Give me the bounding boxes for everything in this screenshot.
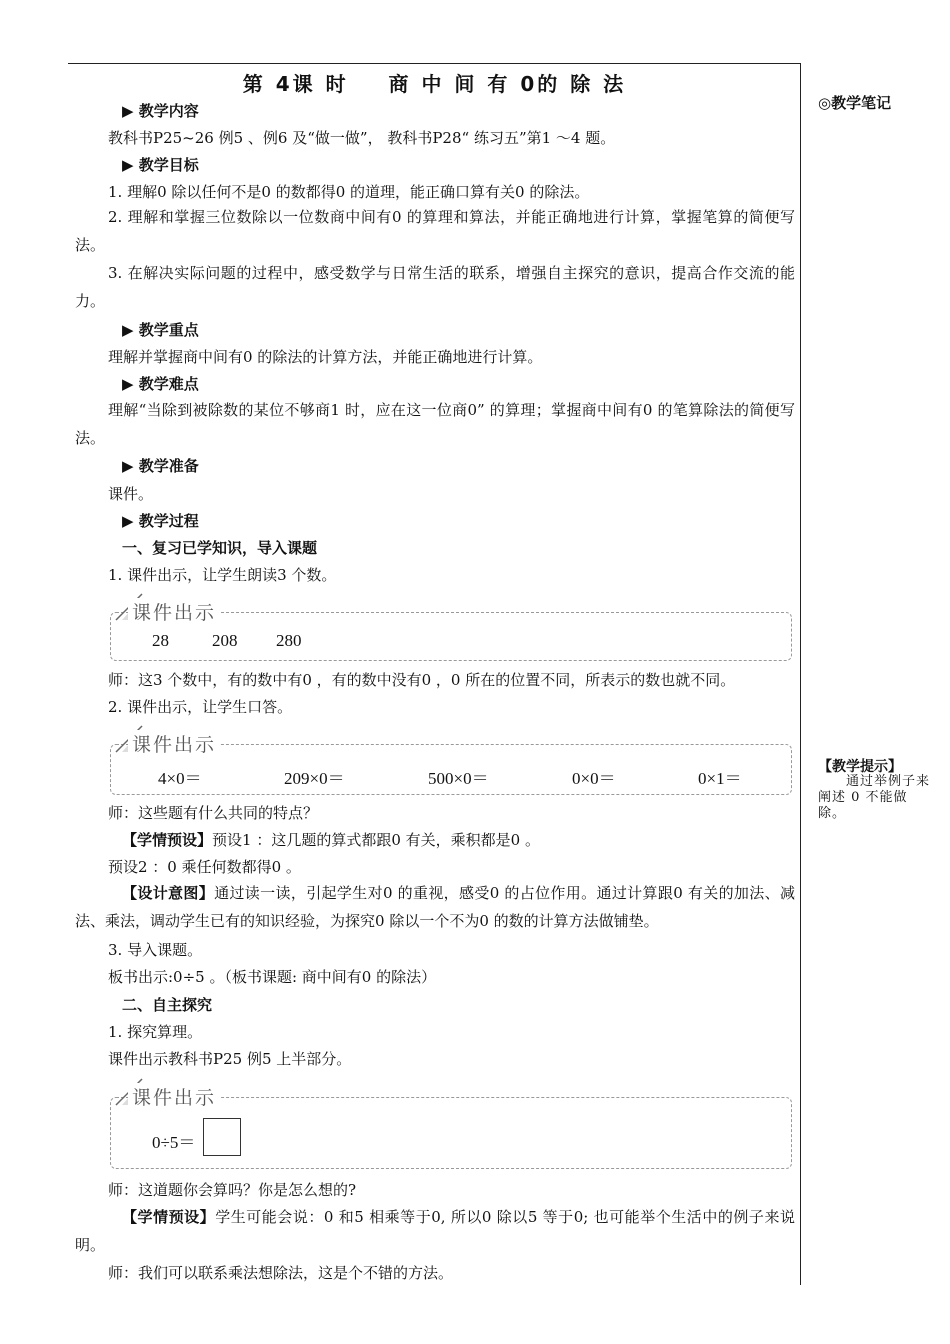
tip-body: 通过举例子来阐述 0 不能做除。	[818, 774, 931, 821]
difficulty-heading: ▶ 教学难点	[122, 375, 199, 393]
expression-5: 0×1＝	[698, 769, 742, 788]
slide-label-1: 课件出示	[128, 598, 220, 625]
preset-1-text: 预设1 ：这几题的算式都跟0 有关，乘积都是0 。	[212, 831, 540, 849]
design-intent	[75, 879, 795, 935]
preset-3	[75, 1203, 795, 1259]
slide-label-2: 课件出示	[128, 730, 220, 757]
process-heading: ▶ 教学过程	[122, 512, 199, 530]
step-2: 2. 课件出示，让学生口答。	[108, 698, 293, 716]
explore-show: 课件出示教科书P25 例5 上半部分。	[108, 1050, 352, 1068]
teacher-remark-3: 师：这道题你会算吗？你是怎么想的?	[108, 1181, 357, 1199]
answer-box	[203, 1118, 241, 1156]
board-text: 板书出示:0÷5 。（板书课题: 商中间有0 的除法）	[108, 968, 437, 986]
teacher-remark-1: 师：这3 个数中，有的数中有0 ，有的数中没有0 ，0 所在的位置不同，所表示的数也就不同。	[108, 671, 736, 689]
number-28: 28	[152, 631, 169, 650]
part1-heading: 一、复习已学知识，导入课题	[122, 539, 318, 557]
goals-heading: ▶ 教学目标	[122, 156, 199, 174]
goal-2: 2. 理解和掌握三位数除以一位数商中间有0 的算理和算法，并能正确地进行计算，掌握笔算的简便写法。	[75, 208, 795, 254]
goal-1: 1. 理解0 除以任何不是0 的数都得0 的道理，能正确口算有关0 的除法。	[108, 183, 590, 201]
preset-label: 【学情预设】	[122, 831, 213, 849]
content-heading: ▶ 教学内容	[122, 102, 199, 120]
part2-heading: 二、自主探究	[122, 996, 213, 1014]
margin-rule	[800, 63, 801, 1285]
number-208: 208	[212, 631, 238, 650]
step-3: 3. 导入课题。	[108, 941, 203, 959]
key-heading: ▶ 教学重点	[122, 321, 199, 339]
expression-2: 209×0＝	[284, 769, 345, 788]
design-text: 通过读一读，引起学生对0 的重视，感受0 的占位作用。通过计算跟0 有关的加法、减法、乘法，调动学生已有的知识经验，为探究0 除以一个不为0 的数的计算方法做铺垫。	[75, 884, 795, 930]
preset-2: 预设2 ：0 乘任何数都得0 。	[108, 858, 301, 876]
expression-3: 500×0＝	[428, 769, 489, 788]
design-label: 【设计意图】	[122, 884, 215, 902]
page-title: 第 4课 时 商 中 间 有 0的 除 法	[242, 72, 627, 96]
preset3-text: 学生可能会说：0 和5 相乘等于0, 所以0 除以5 等于0; 也可能举个生活中的例子来说明。	[75, 1208, 795, 1254]
expression-4: 0×0＝	[572, 769, 616, 788]
prep-text: 课件。	[108, 485, 154, 503]
expression-1: 4×0＝	[158, 769, 202, 788]
explore-1: 1. 探究算理。	[108, 1023, 203, 1041]
top-rule	[68, 63, 801, 64]
content-text: 教科书P25~26 例5 、例6 及“做一做”， 教科书P28“ 练习五”第1 ～4 题。	[108, 129, 616, 147]
notes-heading: ◎教学笔记	[818, 94, 892, 112]
goal-3: 3. 在解决实际问题的过程中，感受数学与日常生活的联系，增强自主探究的意识，提高合作交流的能力。	[75, 264, 795, 310]
teacher-remark-4: 师：我们可以联系乘法想除法，这是个不错的方法。	[108, 1264, 454, 1282]
difficulty-text: 理解“当除到被除数的某位不够商1 时，应在这一位商0” 的算理；掌握商中间有0 的笔算除法的简便写法。	[75, 401, 795, 447]
number-280: 280	[276, 631, 302, 650]
step-1: 1. 课件出示，让学生朗读3 个数。	[108, 566, 337, 584]
division-expression: 0÷5＝	[152, 1133, 196, 1152]
tip-title: 【教学提示】	[818, 759, 902, 775]
teacher-remark-2: 师：这些题有什么共同的特点？	[108, 804, 319, 822]
slide-label-3: 课件出示	[128, 1083, 220, 1110]
preset-1	[122, 830, 540, 850]
prep-heading: ▶ 教学准备	[122, 457, 199, 475]
preset3-label: 【学情预设】	[122, 1208, 216, 1226]
key-text: 理解并掌握商中间有0 的除法的计算方法，并能正确地进行计算。	[108, 348, 543, 366]
